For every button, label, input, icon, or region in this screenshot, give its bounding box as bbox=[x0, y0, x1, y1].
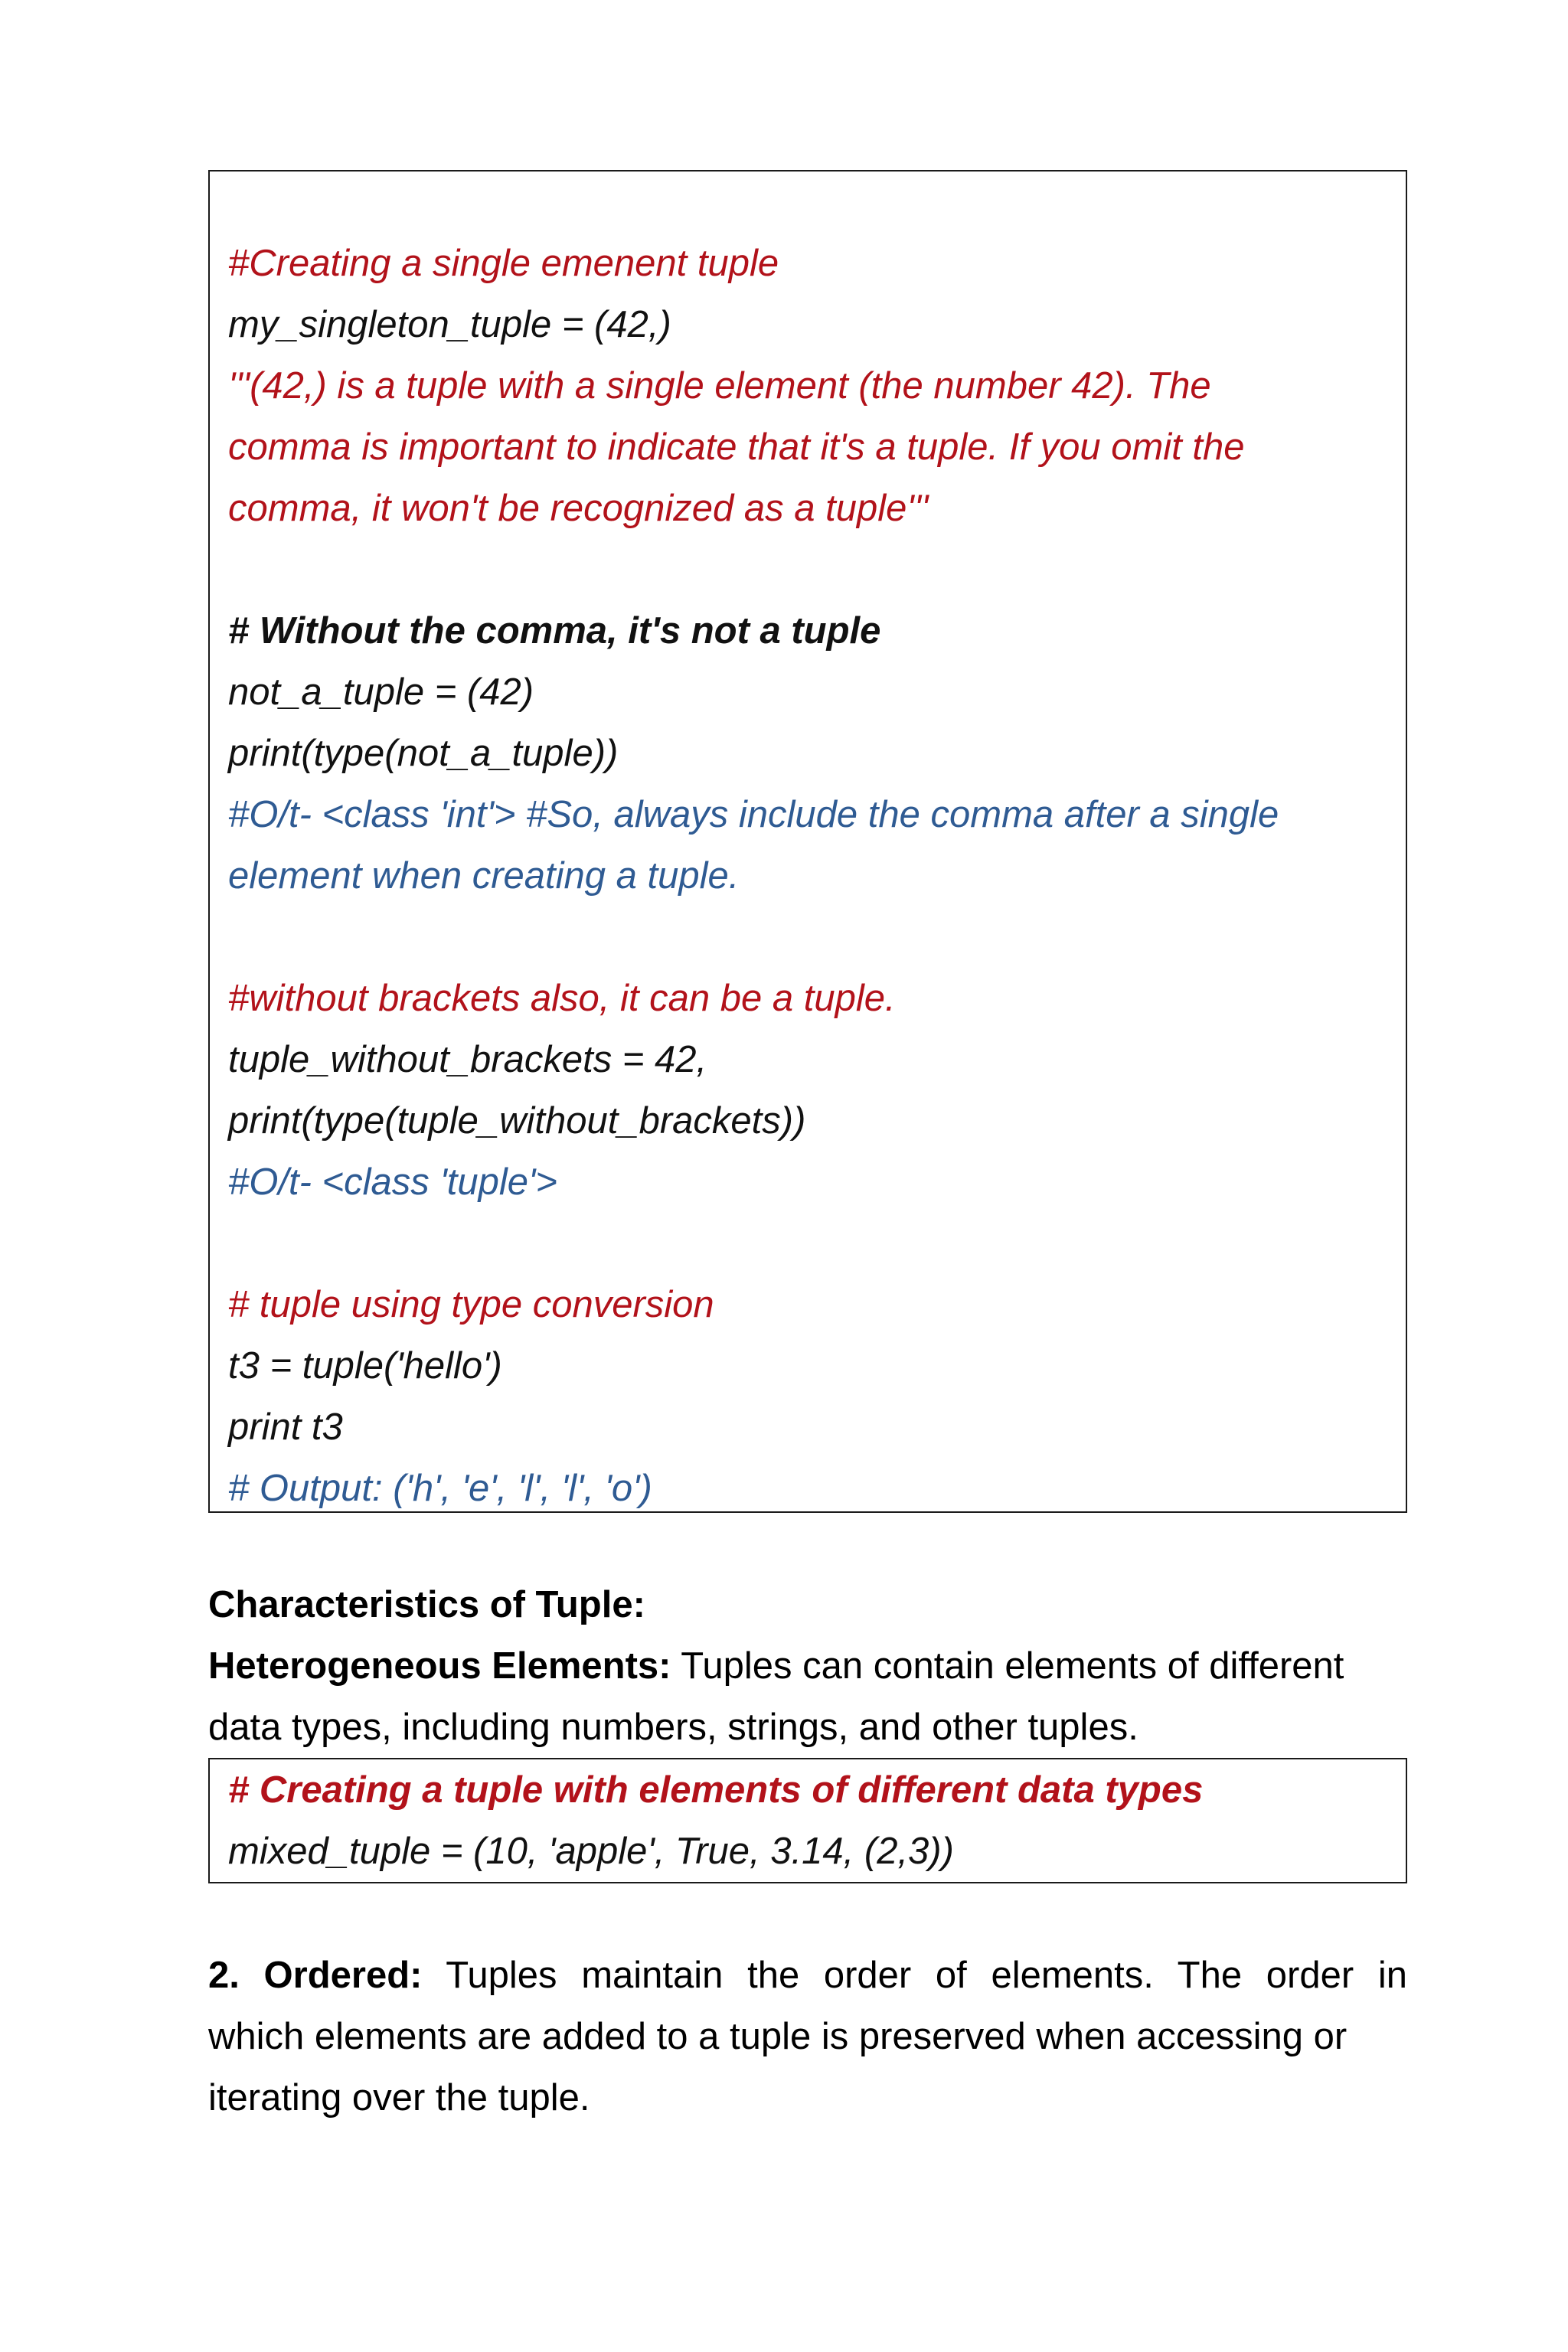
ordered-label: 2. Ordered: bbox=[208, 1955, 423, 1996]
ordered-paragraph-line3: iterating over the tuple. bbox=[208, 2077, 590, 2118]
code-statement: print(type(tuple_without_brackets)) bbox=[228, 1100, 806, 1142]
document-page bbox=[208, 170, 1407, 2128]
code-docstring: comma is important to indicate that it's a tuple. If you omit the bbox=[228, 426, 1245, 468]
code-comment-bold: # Creating a tuple with elements of different data types bbox=[228, 1769, 1204, 1811]
heterogeneous-paragraph bbox=[208, 1635, 1407, 1697]
code-statement: t3 = tuple('hello') bbox=[228, 1345, 502, 1387]
code-docstring: comma, it won't be recognized as a tuple''' bbox=[228, 488, 929, 529]
ordered-section bbox=[208, 1945, 1407, 2128]
code-docstring: '''(42,) is a tuple with a single element (the number 42). The bbox=[228, 365, 1211, 407]
ordered-text: Tuples maintain the order of elements. The order in bbox=[422, 1955, 1407, 1996]
ordered-paragraph-line2: which elements are added to a tuple is preserved when accessing or bbox=[208, 2016, 1348, 2057]
code-comment-bold: # Without the comma, it's not a tuple bbox=[228, 610, 881, 652]
ordered-paragraph-line1 bbox=[208, 1945, 1407, 2006]
code-statement: my_singleton_tuple = (42,) bbox=[228, 304, 671, 345]
characteristics-section bbox=[208, 1574, 1407, 1758]
code-comment: #without brackets also, it can be a tuple. bbox=[228, 978, 896, 1019]
heterogeneous-label: Heterogeneous Elements: bbox=[208, 1645, 671, 1687]
code-output-comment: # Output: ('h', 'e', 'l', 'l', 'o') bbox=[228, 1468, 652, 1509]
code-statement: not_a_tuple = (42) bbox=[228, 671, 534, 713]
heterogeneous-text: Tuples can contain elements of different bbox=[671, 1645, 1344, 1687]
section-heading: Characteristics of Tuple: bbox=[208, 1584, 645, 1625]
code-statement: print t3 bbox=[228, 1406, 343, 1448]
code-output-comment: #O/t- <class 'tuple'> bbox=[228, 1161, 557, 1203]
code-output-comment: #O/t- <class 'int'> #So, always include the comma after a single bbox=[228, 794, 1279, 835]
code-statement: tuple_without_brackets = 42, bbox=[228, 1039, 707, 1080]
code-statement: mixed_tuple = (10, 'apple', True, 3.14, (2,3)) bbox=[228, 1831, 954, 1872]
code-block-tuple-examples bbox=[208, 170, 1407, 1513]
code-statement: print(type(not_a_tuple)) bbox=[228, 733, 619, 774]
code-output-comment: element when creating a tuple. bbox=[228, 855, 740, 897]
heterogeneous-text-line2: data types, including numbers, strings, and other tuples. bbox=[208, 1707, 1138, 1748]
blank-line bbox=[228, 1213, 1387, 1274]
blank-line bbox=[228, 906, 1387, 968]
code-comment: # tuple using type conversion bbox=[228, 1284, 714, 1325]
code-comment: #Creating a single emenent tuple bbox=[228, 243, 779, 284]
code-block-mixed-tuple bbox=[208, 1758, 1407, 1883]
blank-line bbox=[228, 539, 1387, 600]
